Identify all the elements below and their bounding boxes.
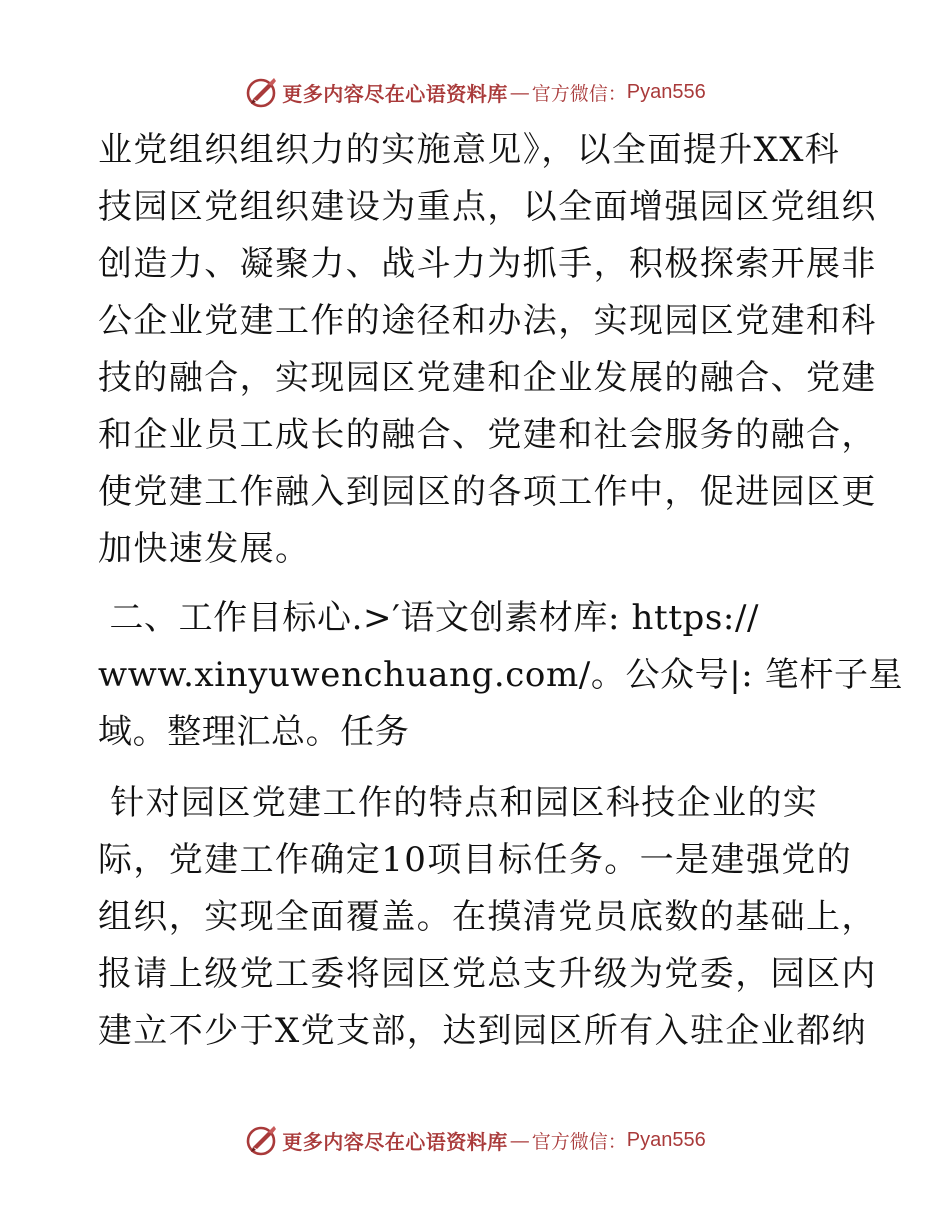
paragraph-2-heading (98, 590, 904, 761)
banner-wechat-id: Pyan556 (626, 1128, 706, 1151)
text-line: 域。整理汇总。任务 (98, 712, 410, 752)
text-line: 创造力、凝聚力、战斗力为抓手，积极探索开展非 (98, 244, 877, 284)
pen-logo-icon (244, 1122, 280, 1158)
paragraph-3 (98, 775, 877, 1060)
text-line: 针对园区党建工作的特点和园区科技企业的实 (98, 783, 819, 823)
document-body (98, 122, 904, 1060)
text-line: 技园区党组织建设为重点，以全面增强园区党组织 (98, 187, 877, 227)
text-line: 报请上级党工委将园区党总支升级为党委，园区内 (98, 954, 877, 994)
banner-wechat-id: Pyan556 (626, 80, 706, 103)
text-line: 技的融合，实现园区党建和企业发展的融合、党建 (98, 358, 877, 398)
banner-text: 更多内容尽在心语资料库 (282, 1129, 508, 1154)
text-line: 加快速发展。 (98, 529, 311, 569)
banner-label: 官方微信： (531, 1130, 627, 1153)
footer-watermark-banner (0, 1120, 950, 1160)
text-line: 际，党建工作确定10项目标任务。一是建强党的 (98, 840, 853, 880)
header-watermark-banner (0, 72, 950, 112)
banner-dash: — (509, 1128, 530, 1152)
banner-dash: — (509, 80, 530, 104)
text-line: 二、工作目标心.>′语文创素材库: https:// (98, 598, 760, 638)
text-line: 公企业党建工作的途径和办法，实现园区党建和科 (98, 301, 877, 341)
text-line: 建立不少于X党支部，达到园区所有入驻企业都纳 (98, 1011, 868, 1051)
pen-logo-icon (244, 74, 280, 110)
text-line: 组织，实现全面覆盖。在摸清党员底数的基础上， (98, 897, 877, 937)
text-line: www.xinyuwenchuang.com/。公众号|: 笔杆子星 (98, 655, 904, 695)
banner-label: 官方微信： (531, 82, 627, 105)
text-line: 业党组织组织力的实施意见》，以全面提升XX科 (98, 130, 841, 170)
text-line: 和企业员工成长的融合、党建和社会服务的融合， (98, 415, 877, 455)
text-line: 使党建工作融入到园区的各项工作中，促进园区更 (98, 472, 877, 512)
banner-text: 更多内容尽在心语资料库 (282, 81, 508, 106)
paragraph-1 (98, 122, 877, 578)
